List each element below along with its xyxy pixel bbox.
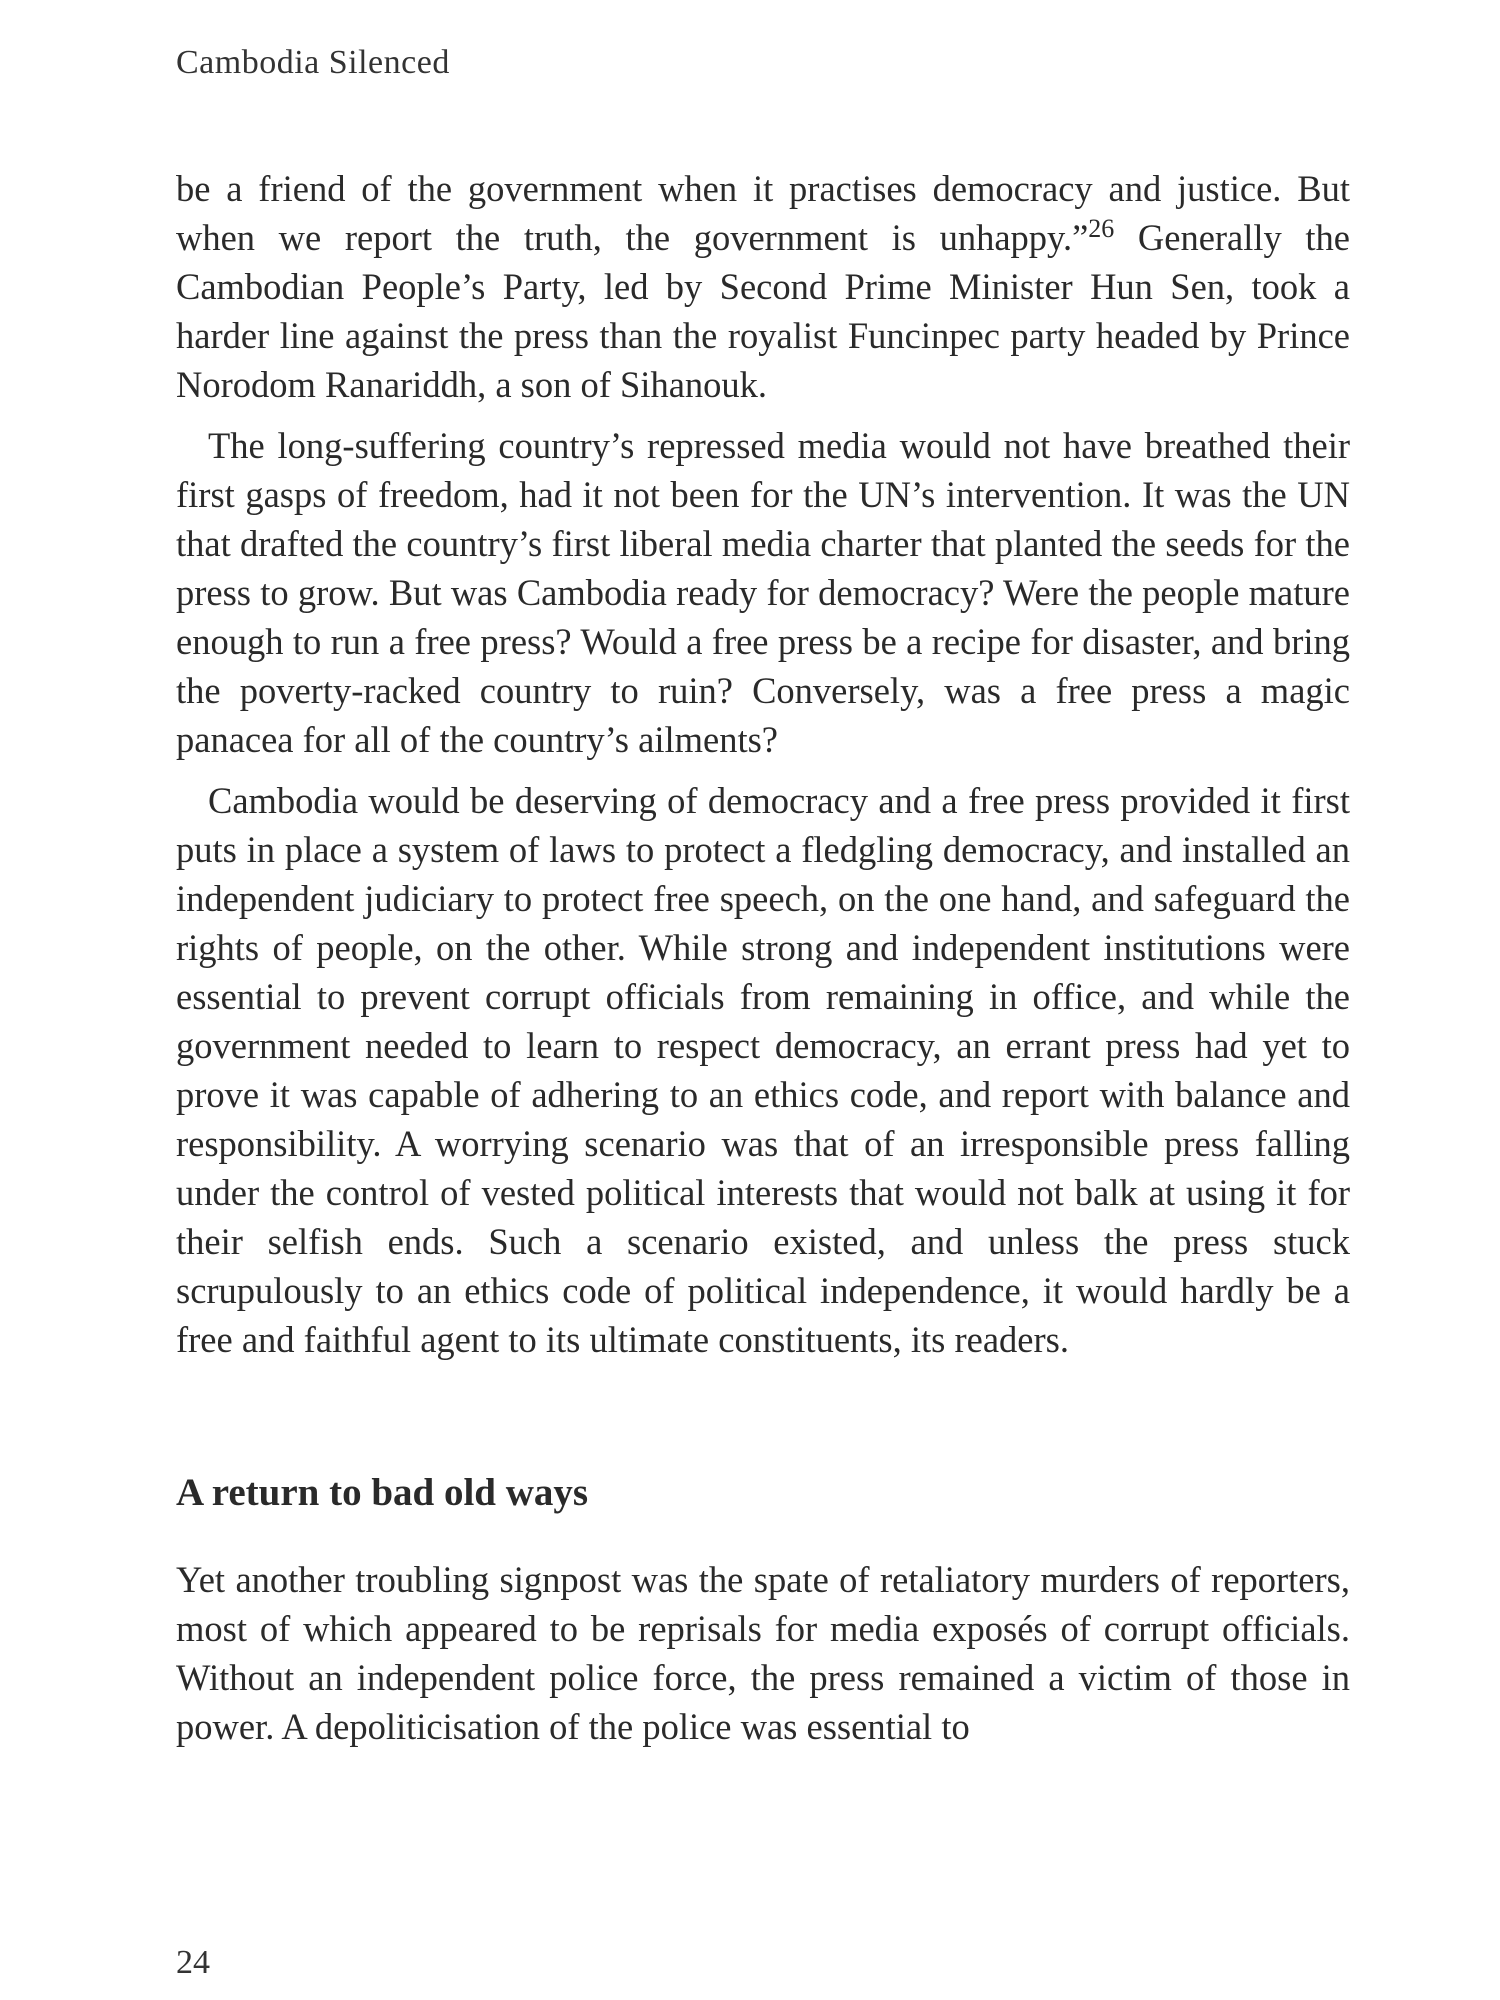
- paragraph-3: Cambodia would be deserving of democracy and a free press provided it first puts in place a system of laws to protect a fledgling democracy, and installed an independent judiciary to protect free speech, on the one hand, and safeguard the rights of people, on the other. While strong and independent institutions were essential to prevent corrupt officials from remaining in office, and while the government needed to learn to respect democracy, an errant press had yet to prove it was capable of adhering to an ethics code, and report with balance and responsibility. A worrying scenario was that of an irresponsible press falling under the control of vested political interests that would not balk at using it for their selfish ends. Such a scenario existed, and unless the press stuck scrupulously to an ethics code of political independence, it would hardly be a free and faithful agent to its ultimate constituents, its readers.: [176, 780, 1350, 1360]
- paragraph-2: The long-suffering country’s repressed media would not have breathed their first gasps of freedom, had it not been for the UN’s intervention. It was the UN that drafted the country’s first liberal media charter that planted the seeds for the press to grow. But was Cambodia ready for democracy? Were the people mature enough to run a free press? Would a free press be a recipe for disaster, and bring the poverty-racked country to ruin? Conversely, was a free press a magic panacea for all of the country’s ailments?: [176, 425, 1350, 760]
- paragraph-1-text-a: be a friend of the government when it practises democracy and justice. But when we report the truth, the government is unhappy.”: [176, 168, 1350, 258]
- paragraph-1-text-b: Generally the Cambodian People’s Party, led by Second Prime Minister Hun Sen, took a harder line against the press than the royalist Funcinpec party headed by Prince Norodom Ranariddh, a son of Sihanouk.: [176, 217, 1350, 405]
- section-heading: A return to bad old ways: [176, 1471, 589, 1514]
- running-head-title: Cambodia Silenced: [176, 44, 450, 81]
- page-number: 24: [176, 1944, 210, 1981]
- paragraph-4: Yet another troubling signpost was the spate of retaliatory murders of reporters, most of which appeared to be reprisals for media exposés of corrupt officials. Without an independent police force, the press remained a victim of those in power. A depoliticisation of the police was essential to: [176, 1559, 1350, 1747]
- footnote-reference: 26: [1088, 213, 1115, 243]
- paragraph-1: [176, 164, 1350, 409]
